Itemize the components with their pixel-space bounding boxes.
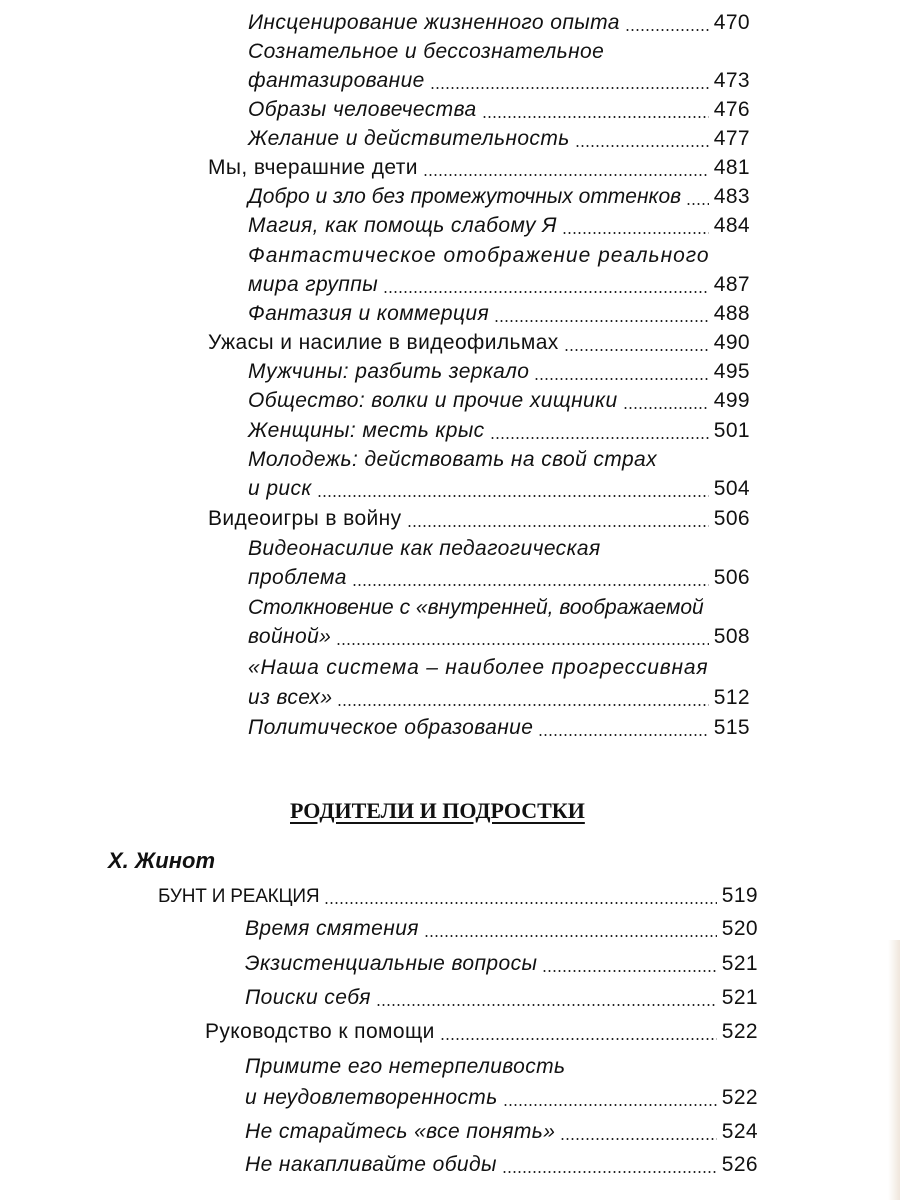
dot-leader [564, 349, 709, 351]
toc-entry-page: 526 [721, 1153, 758, 1176]
dot-leader [424, 935, 717, 937]
toc-entry-title: Молодежь: действовать на свой страх [248, 448, 658, 471]
toc-entry-title: и риск [248, 477, 312, 500]
toc-entry-title: Сознательное и бессознательное [248, 40, 605, 63]
toc-entry-page: 504 [713, 477, 750, 500]
toc-entry [248, 299, 750, 329]
toc-entry-page: 515 [713, 716, 750, 739]
toc-entry [248, 622, 750, 652]
toc-entry-page: 506 [713, 566, 750, 589]
toc-entry-title: Инсценирование жизненного опыта [248, 11, 620, 34]
toc-entry-page: 521 [721, 952, 758, 975]
dot-leader [482, 116, 709, 118]
toc-entry-title: Добро и зло без промежуточных оттенков [248, 185, 682, 208]
toc-entry [248, 95, 750, 125]
toc-entry-page: 487 [713, 273, 750, 296]
toc-entry [205, 1017, 758, 1047]
dot-leader [440, 1038, 717, 1040]
toc-entry-title: Экзистенциальные вопросы [245, 952, 538, 975]
dot-leader [494, 320, 709, 322]
toc-entry-title: Не старайтесь «все понять» [245, 1120, 556, 1143]
toc-entry-title: Желание и действительность [248, 127, 570, 150]
toc-entry-page: 490 [713, 331, 750, 354]
dot-leader [534, 378, 708, 380]
author-name: Х. Жинот [108, 848, 216, 873]
toc-entry [248, 386, 750, 416]
toc-entry-page: 495 [713, 360, 750, 383]
toc-entry-title: Фантастическое отображение реального [248, 244, 710, 267]
toc-entry-title: Образы человечества [248, 98, 477, 121]
toc-entry-title: войной» [248, 625, 332, 648]
dot-leader [502, 1171, 717, 1173]
toc-entry [248, 416, 750, 446]
toc-entry-title: Фантазия и коммерция [248, 302, 490, 325]
toc-entry-title: Мы, вчерашние дети [208, 156, 418, 179]
toc-entry-title: и неудовлетворенность [245, 1086, 498, 1109]
toc-entry [158, 881, 758, 911]
dot-leader [337, 704, 708, 706]
dot-leader [407, 525, 709, 527]
dot-leader [562, 232, 709, 234]
toc-entry-title: Общество: волки и прочие хищники [248, 389, 618, 412]
toc-entry-page: 470 [713, 11, 750, 34]
toc-entry-title: Ужасы и насилие в видеофильмах [208, 331, 559, 354]
toc-entry-title: Примите его нетерпеливость [245, 1055, 566, 1078]
toc-entry-title: Магия, как помощь слабому Я [248, 214, 557, 237]
toc-entry-title: «Наша система – наиболее прогрессивная [248, 656, 709, 679]
dot-leader [352, 584, 709, 586]
dot-leader [623, 407, 709, 409]
toc-entry [208, 153, 750, 183]
toc-entry [248, 474, 750, 504]
dot-leader [625, 29, 709, 31]
toc-entry-page: 512 [713, 686, 750, 709]
toc-entry-page: 519 [721, 884, 758, 907]
toc-entry-title: Женщины: месть крыс [248, 419, 485, 442]
toc-entry-title: Видеоигры в войну [208, 507, 402, 530]
toc-entry-title: Поиски себя [245, 986, 371, 1009]
toc-entry [208, 504, 750, 534]
dot-leader [423, 174, 709, 176]
toc-entry-page: 499 [713, 389, 750, 412]
toc-entry [245, 983, 758, 1013]
toc-entry [248, 270, 750, 300]
toc-entry [208, 328, 750, 358]
toc-entry-page: 506 [713, 507, 750, 530]
toc-entry-page: 483 [713, 185, 750, 208]
dot-leader [376, 1004, 717, 1006]
dot-leader [383, 291, 709, 293]
toc-entry [248, 124, 750, 154]
toc-entry-page: 477 [713, 127, 750, 150]
dot-leader [503, 1104, 717, 1106]
toc-entry [245, 1150, 758, 1180]
toc-entry-page: 522 [721, 1086, 758, 1109]
dot-leader [490, 437, 709, 439]
toc-entry [245, 949, 758, 979]
toc-entry-page: 522 [721, 1020, 758, 1043]
toc-entry-title: проблема [248, 566, 347, 589]
toc-entry [248, 211, 750, 241]
toc-entry-page: 520 [721, 917, 758, 940]
toc-entry-title: фантазирование [248, 69, 425, 92]
toc-entry-page: 524 [721, 1120, 758, 1143]
toc-entry-title: Время смятения [245, 917, 419, 940]
dot-leader [430, 87, 709, 89]
toc-entry [245, 1117, 758, 1147]
toc-entry-title: Столкновение с «внутренней, воображаемой [248, 596, 704, 619]
toc-entry-page: 501 [713, 419, 750, 442]
toc-entry-page: 473 [713, 69, 750, 92]
toc-entry-title: Не накапливайте обиды [245, 1153, 497, 1176]
dot-leader [560, 1138, 716, 1140]
page-edge-shadow [888, 940, 900, 1200]
toc-entry-page: 521 [721, 986, 758, 1009]
dot-leader [317, 495, 709, 497]
dot-leader [542, 970, 716, 972]
toc-entry [248, 713, 750, 743]
dot-leader [575, 145, 709, 147]
toc-entry [248, 683, 750, 713]
dot-leader [336, 643, 708, 645]
toc-entry-page: 508 [713, 625, 750, 648]
toc-entry-page: 488 [713, 302, 750, 325]
toc-entry-page: 476 [713, 98, 750, 121]
toc-entry-title: Руководство к помощи [205, 1020, 435, 1043]
toc-entry [248, 357, 750, 387]
toc-entry [248, 563, 750, 593]
toc-entry-title: мира группы [248, 273, 379, 296]
dot-leader [538, 734, 708, 736]
section-heading: РОДИТЕЛИ И ПОДРОСТКИ [290, 798, 585, 823]
toc-entry-title: БУНТ И РЕАКЦИЯ [158, 886, 320, 907]
toc-entry-title: Мужчины: разбить зеркало [248, 360, 530, 383]
toc-entry [248, 182, 750, 212]
toc-entry [245, 914, 758, 944]
toc-entry [248, 8, 750, 38]
toc-entry-title: Видеонасилие как педагогическая [248, 537, 601, 560]
dot-leader [324, 902, 716, 904]
toc-entry [248, 66, 750, 96]
dot-leader [686, 203, 709, 205]
toc-entry-title: Политическое образование [248, 716, 534, 739]
toc-entry-page: 484 [713, 214, 750, 237]
toc-entry [245, 1083, 758, 1113]
toc-entry-title: из всех» [248, 686, 333, 709]
toc-entry-page: 481 [713, 156, 750, 179]
